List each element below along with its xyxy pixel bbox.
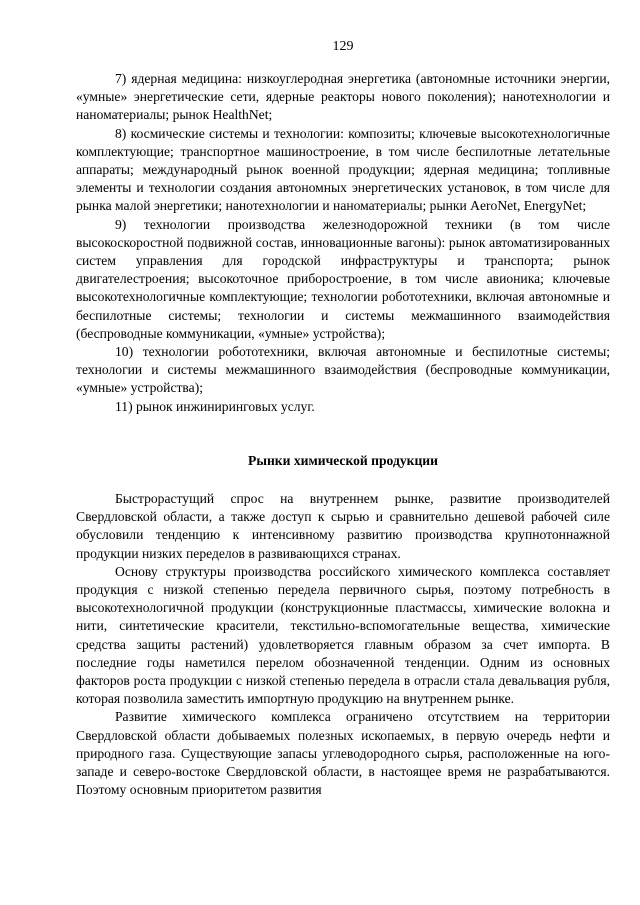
section-heading: Рынки химической продукции bbox=[248, 453, 438, 468]
list-item: 11) рынок инжиниринговых услуг. bbox=[115, 398, 315, 414]
list-item: 10) технологии робототехники, включая автономные и беспилотные системы; технологии и системы межмашинного взаимодействия (беспроводные коммуникации, «умные» устройства); bbox=[76, 344, 610, 396]
paragraph: Быстрорастущий спрос на внутреннем рынке, развитие производителей Свердловской области, а также доступ к сырью и сравнительно дешевой рабочей силе обусловили тенденцию к интенсивному развитию производства крупнотоннажной продукции низких переделов в развивающихся странах. bbox=[76, 491, 610, 561]
body-section bbox=[76, 490, 610, 799]
paragraph: Основу структуры производства российского химического комплекса составляет продукция с низкой степенью передела первичного сырья, поэтому потребность в высокотехнологичной продукции (конструкционные пластмассы, химические волокна и нити, синтетические красители, текстильно-вспомогательные вещества, химические средства защиты растений) удовлетворяется главным образом за счет импорта. В последние годы наметился перелом обозначенной тенденции. Одним из основных факторов роста продукции с низкой степенью передела в отрасли стала девальвация рубля, которая позволила заместить импортную продукцию на внутреннем рынке. bbox=[76, 563, 610, 707]
list-section bbox=[76, 70, 610, 416]
list-item: 8) космические системы и технологии: композиты; ключевые высокотехнологичные комплектующие; транспортное машиностроение, в том числе беспилотные летательные аппараты; международный рынок военной продукции; ядерная медицина; топливные элементы и технологии создания автономных энергетических установок, в том числе для рынка малой энергетики; нанотехнологии и наноматериалы; рынки AeroNet, EnergyNet; bbox=[76, 125, 610, 214]
list-item: 9) технологии производства железнодорожной техники (в том числе высокоскоростной подвижной состав, инновационные вагоны): рынок автоматизированных систем управления для городской инфраструктуры и транспорта; рынок двигателестроения; высокоточное приборостроение, в том числе авионика; ключевые высокотехнологичные комплектующие; технологии робототехники, включая автономные и беспилотные системы; технологии и системы межмашинного взаимодействия (беспроводные коммуникации, «умные» устройства); bbox=[76, 216, 610, 341]
page-number: 129 bbox=[332, 39, 354, 54]
section-heading-block bbox=[76, 452, 610, 470]
list-item: 7) ядерная медицина: низкоуглеродная энергетика (автономные источники энергии, «умные» энергетические сети, ядерные реакторы нового поколения); нанотехнологии и наноматериалы; рынок HealthNet; bbox=[76, 71, 610, 123]
paragraph: Развитие химического комплекса ограничено отсутствием на территории Свердловской области добываемых полезных ископаемых, в первую очередь нефти и природного газа. Существующие запасы углеводородного сырья, расположенные на юго-западе и северо-востоке Свердловской области, в настоящее время не разрабатываются. Поэтому основным приоритетом развития bbox=[76, 709, 610, 798]
